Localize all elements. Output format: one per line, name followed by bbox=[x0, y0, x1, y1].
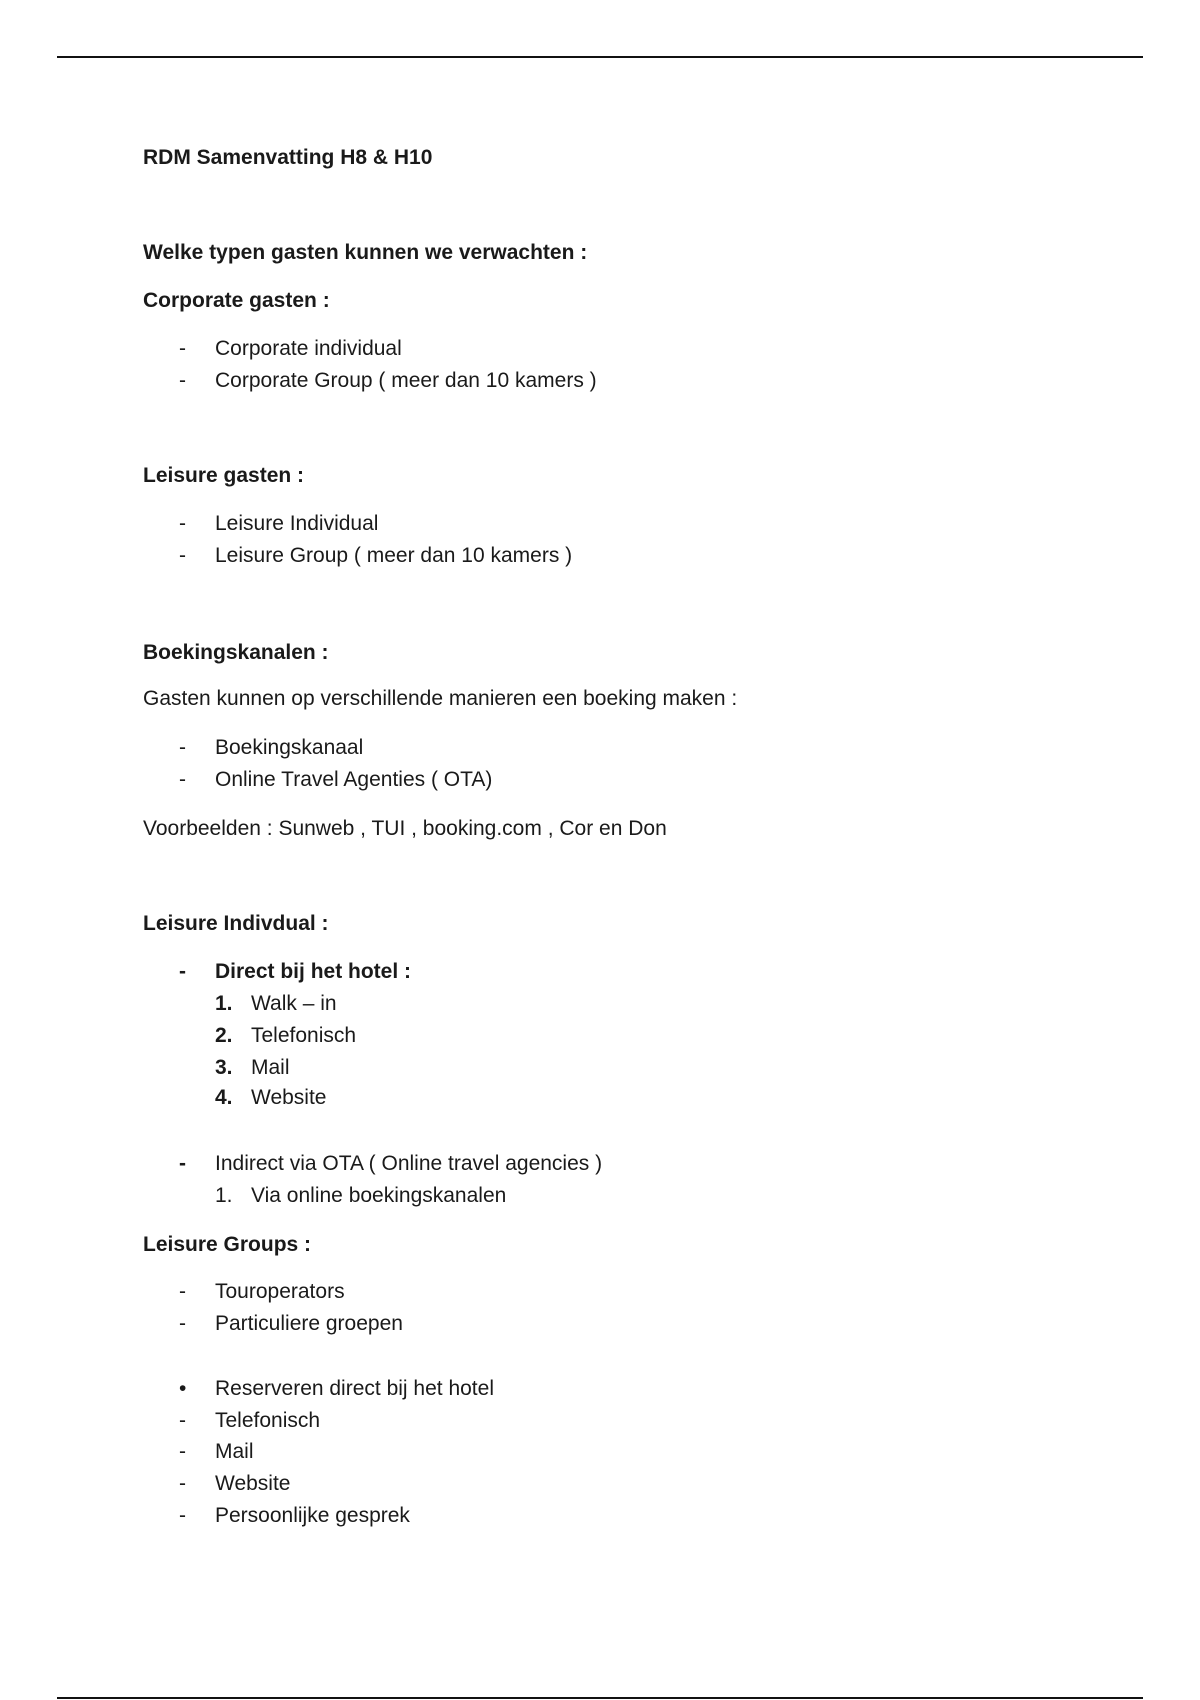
list-item-text: Leisure Individual bbox=[215, 512, 379, 535]
numbered-item-text: Website bbox=[251, 1086, 327, 1109]
top-rule bbox=[57, 56, 1143, 58]
list-item bbox=[143, 1148, 1043, 1180]
dash-marker: - bbox=[179, 337, 186, 360]
boekingskanalen-intro: Gasten kunnen op verschillende manieren een boeking maken : bbox=[143, 687, 738, 710]
list-item bbox=[143, 1468, 1043, 1500]
list-item bbox=[143, 1308, 1043, 1340]
list-item bbox=[143, 540, 1043, 572]
list-item bbox=[143, 333, 1043, 365]
dash-marker: - bbox=[179, 1152, 186, 1175]
list-item bbox=[143, 1405, 1043, 1437]
list-item bbox=[143, 956, 1043, 988]
numbered-item bbox=[143, 1052, 1043, 1084]
numbered-item bbox=[143, 1180, 1043, 1212]
boekingskanalen-examples: Voorbeelden : Sunweb , TUI , booking.com , Cor en Don bbox=[143, 817, 667, 840]
list-item-text: Touroperators bbox=[215, 1280, 345, 1303]
list-item bbox=[143, 1373, 1043, 1405]
list-item-text: Telefonisch bbox=[215, 1409, 321, 1432]
dash-marker: - bbox=[179, 1280, 186, 1303]
document-title: RDM Samenvatting H8 & H10 bbox=[143, 146, 433, 169]
leisure-groups-heading: Leisure Groups : bbox=[143, 1233, 312, 1256]
list-item bbox=[143, 1500, 1043, 1532]
list-item bbox=[143, 1436, 1043, 1468]
list-item-text: Persoonlijke gesprek bbox=[215, 1504, 410, 1527]
dash-marker: - bbox=[179, 1440, 186, 1463]
number-marker: 2. bbox=[215, 1024, 233, 1047]
bottom-rule bbox=[57, 1697, 1143, 1699]
number-marker: 3. bbox=[215, 1056, 233, 1079]
numbered-item-text: Mail bbox=[251, 1056, 290, 1079]
list-item-text: Online Travel Agenties ( OTA) bbox=[215, 768, 493, 791]
list-item-text: Website bbox=[215, 1472, 291, 1495]
question-heading: Welke typen gasten kunnen we verwachten : bbox=[143, 241, 588, 264]
number-marker: 4. bbox=[215, 1086, 233, 1109]
list-item-text: Indirect via OTA ( Online travel agencies ) bbox=[215, 1152, 603, 1175]
boekingskanalen-heading: Boekingskanalen : bbox=[143, 641, 329, 664]
numbered-item-text: Via online boekingskanalen bbox=[251, 1184, 507, 1207]
dash-marker: - bbox=[179, 768, 186, 791]
list-item-text: Direct bij het hotel : bbox=[215, 960, 412, 983]
dash-marker: - bbox=[179, 1504, 186, 1527]
list-item bbox=[143, 732, 1043, 764]
dash-marker: - bbox=[179, 1472, 186, 1495]
numbered-item bbox=[143, 1020, 1043, 1052]
numbered-item bbox=[143, 988, 1043, 1020]
number-marker: 1. bbox=[215, 992, 233, 1015]
bullet-marker: • bbox=[179, 1377, 187, 1400]
numbered-item-text: Telefonisch bbox=[251, 1024, 357, 1047]
list-item-text: Particuliere groepen bbox=[215, 1312, 403, 1335]
dash-marker: - bbox=[179, 1409, 186, 1432]
dash-marker: - bbox=[179, 512, 186, 535]
list-item bbox=[143, 365, 1043, 397]
list-item-text: Mail bbox=[215, 1440, 254, 1463]
list-item bbox=[143, 1276, 1043, 1308]
leisure-heading: Leisure gasten : bbox=[143, 464, 305, 487]
dash-marker: - bbox=[179, 1312, 186, 1335]
list-item bbox=[143, 764, 1043, 796]
list-item-text: Corporate individual bbox=[215, 337, 402, 360]
list-item-text: Leisure Group ( meer dan 10 kamers ) bbox=[215, 544, 573, 567]
dash-marker: - bbox=[179, 544, 186, 567]
dash-marker: - bbox=[179, 369, 186, 392]
list-item bbox=[143, 508, 1043, 540]
corporate-heading: Corporate gasten : bbox=[143, 289, 330, 312]
dash-marker: - bbox=[179, 960, 186, 983]
list-item-text: Reserveren direct bij het hotel bbox=[215, 1377, 494, 1400]
numbered-item bbox=[143, 1082, 1043, 1114]
list-item-text: Boekingskanaal bbox=[215, 736, 364, 759]
list-item-text: Corporate Group ( meer dan 10 kamers ) bbox=[215, 369, 597, 392]
dash-marker: - bbox=[179, 736, 186, 759]
leisure-individual-heading: Leisure Indivdual : bbox=[143, 912, 329, 935]
number-marker: 1. bbox=[215, 1184, 233, 1207]
numbered-item-text: Walk – in bbox=[251, 992, 337, 1015]
